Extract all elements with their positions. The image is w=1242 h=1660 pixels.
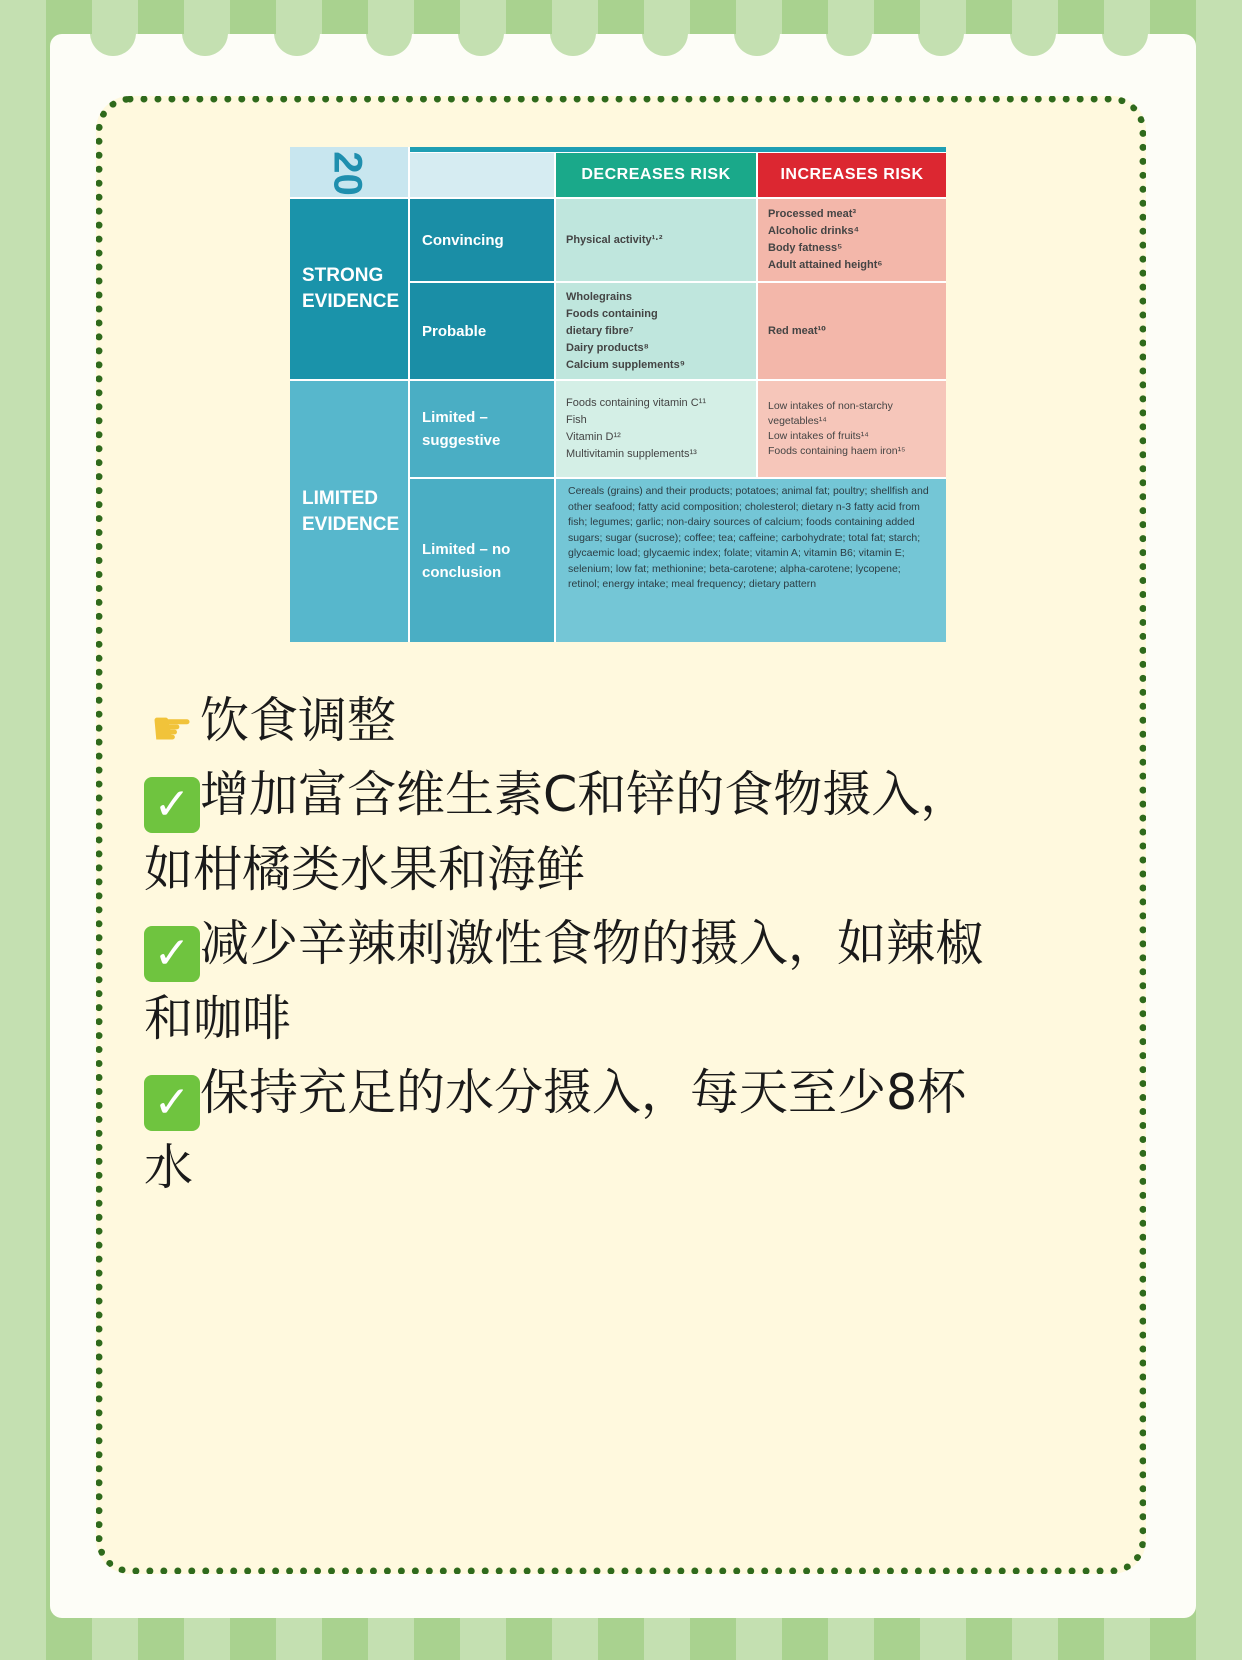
advice-item-2: ✓ 减少辛辣刺激性食物的摄入，如辣椒 <box>144 907 1104 982</box>
advice-item-1-cont: 如柑橘类水果和海鲜 <box>144 841 586 898</box>
check-mark-icon: ✓ <box>144 1075 200 1131</box>
level-limited-no-conclusion: Limited – no conclusion <box>410 479 554 642</box>
pointing-hand-icon: ☛ <box>150 701 194 757</box>
table-item: Red meat¹⁰ <box>768 324 826 337</box>
table-item: Foods containing haem iron¹⁵ <box>768 445 906 457</box>
table-item: Calcium supplements⁹ <box>566 358 685 371</box>
table-top-bar <box>410 147 946 152</box>
table-item: Dairy products⁸ <box>566 341 649 354</box>
check-mark-icon: ✓ <box>144 926 200 982</box>
table-item: Physical activity¹·² <box>566 233 663 246</box>
evidence-table <box>290 147 946 642</box>
check-mark-icon: ✓ <box>144 777 200 833</box>
cell-convincing-increases <box>758 199 946 281</box>
group-strong-evidence: STRONG EVIDENCE <box>290 199 408 379</box>
level-probable: Probable <box>410 283 554 379</box>
scallop-edge <box>90 34 1156 68</box>
cell-suggestive-increases <box>758 381 946 477</box>
header-blank <box>410 153 554 197</box>
header-increases-risk: INCREASES RISK <box>758 153 946 197</box>
table-item: Low intakes of non-starchy vegetables¹⁴ <box>768 400 893 427</box>
table-item: Foods containing dietary fibre⁷ <box>566 307 658 337</box>
header-decreases-risk: DECREASES RISK <box>556 153 756 197</box>
table-item: Alcoholic drinks⁴ <box>768 225 860 237</box>
cell-probable-decreases <box>556 283 756 379</box>
table-item: Processed meat³ <box>768 208 857 220</box>
advice-item-1: ✓ 增加富含维生素C和锌的食物摄入， <box>144 758 1104 833</box>
cell-suggestive-decreases <box>556 381 756 477</box>
advice-heading: ☛ 饮食调整 <box>144 684 1104 758</box>
cell-probable-increases <box>758 283 946 379</box>
group-limited-evidence: LIMITED EVIDENCE <box>290 381 408 642</box>
diet-advice <box>144 684 1104 1205</box>
table-item: Wholegrains <box>566 290 633 303</box>
table-item: Vitamin D¹² <box>566 431 621 443</box>
cell-convincing-decreases <box>556 199 756 281</box>
table-item: Foods containing vitamin C¹¹ <box>566 397 707 409</box>
advice-item-3: ✓ 保持充足的水分摄入，每天至少8杯 <box>144 1056 1104 1131</box>
table-item: Fish <box>566 414 587 426</box>
table-item: Body fatness⁵ <box>768 242 843 254</box>
table-item: Multivitamin supplements¹³ <box>566 448 697 460</box>
advice-item-2-cont: 和咖啡 <box>144 990 292 1047</box>
cell-no-conclusion: Cereals (grains) and their products; potatoes; animal fat; poultry; shellfish and other seafood; fatty acid composition; cholesterol; dietary n-3 fatty acid from fish; legumes; garlic; non-dairy sources of calcium; foods containing added sugars; sugar (sucrose); coffee; tea; caffeine; carbohydrate; total fat; starch; glycaemic load; glycaemic index; folate; vitamin A; vitamin B6; vitamin E; selenium; low fat; methionine; beta-carotene; alpha-carotene; lycopene; retinol; energy intake; meal frequency; dietary pattern <box>556 479 946 642</box>
table-item: Adult attained height⁶ <box>768 259 883 271</box>
year-label: 20 <box>290 147 408 197</box>
table-item: Low intakes of fruits¹⁴ <box>768 430 869 442</box>
advice-item-3-cont: 水 <box>144 1139 194 1196</box>
level-limited-suggestive: Limited – suggestive <box>410 381 554 477</box>
level-convincing: Convincing <box>410 199 554 281</box>
